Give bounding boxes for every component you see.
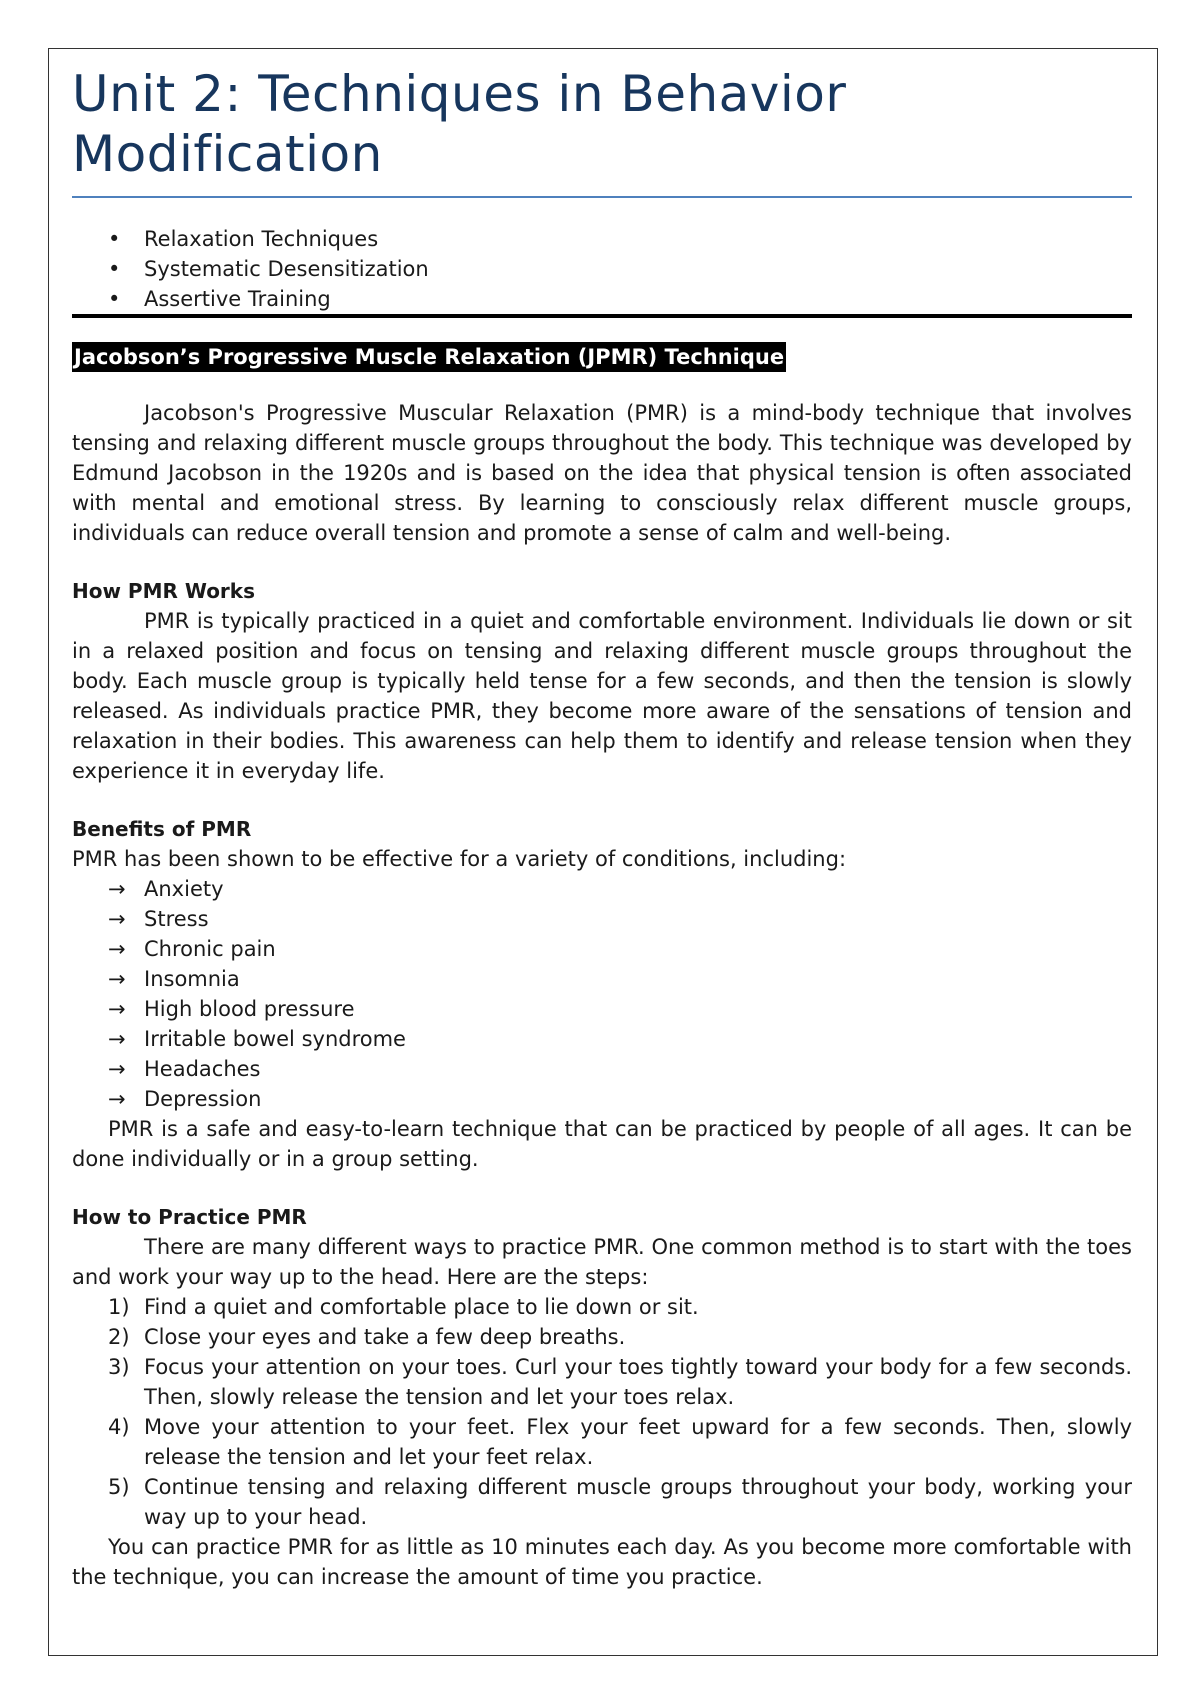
arrow-icon: → — [108, 967, 126, 991]
step-item: 1) Find a quiet and comfortable place to lie down or sit. — [108, 1295, 699, 1319]
list-item: → Insomnia — [144, 964, 1132, 994]
how-works-paragraph: PMR is typically practiced in a quiet and comfortable environment. Individuals lie down or sit in a relaxed position and focus on tensing and relaxing different muscle groups throughout the body. Each muscle group is typically held tense for a few seconds, and then the tension is slowly released. As individuals practice PMR, they become more aware of the sensations of tension and relaxation in their bodies. This awareness can help them to identify and release tension when they experience it in everyday life. — [72, 609, 1132, 783]
list-item: → Headaches — [144, 1054, 1132, 1084]
topic-item: • Systematic Desensitization — [144, 254, 1132, 284]
page-title: Unit 2: Techniques in Behavior Modification — [72, 65, 847, 183]
arrow-icon: → — [108, 1057, 126, 1081]
step-item: 5) Continue tensing and relaxing different muscle groups throughout your body, working your way up to your head. — [108, 1475, 1132, 1529]
section-heading: Jacobson’s Progressive Muscle Relaxation (JPMR) Technique — [72, 342, 786, 372]
title-underline — [72, 196, 1132, 198]
practice-closing: You can practice PMR for as little as 10 minutes each day. As you become more comfortable with the technique, you can increase the amount of time you practice. — [72, 1535, 1132, 1589]
arrow-icon: → — [108, 937, 126, 961]
benefits-heading: Benefits of PMR — [72, 817, 252, 841]
benefits-closing: PMR is a safe and easy-to-learn technique that can be practiced by people of all ages. It can be done individually or in a group setting. — [72, 1117, 1132, 1171]
arrow-icon: → — [108, 1027, 126, 1051]
list-item: → Depression — [144, 1084, 1132, 1114]
document-body — [72, 64, 1132, 1592]
topic-item: • Assertive Training — [144, 284, 1132, 314]
arrow-icon: → — [108, 1087, 126, 1111]
benefits-list — [72, 874, 1132, 1114]
practice-steps — [72, 1292, 1132, 1532]
section-divider — [72, 314, 1132, 318]
arrow-icon: → — [108, 877, 126, 901]
practice-lead: There are many different ways to practice PMR. One common method is to start with the toes and work your way up to the head. Here are the steps: — [72, 1235, 1132, 1289]
intro-paragraph: Jacobson's Progressive Muscular Relaxation (PMR) is a mind-body technique that involves tensing and relaxing different muscle groups throughout the body. This technique was developed by Edmund Jacobson in the 1920s and is based on the idea that physical tension is often associated with mental and emotional stress. By learning to consciously relax different muscle groups, individuals can reduce overall tension and promote a sense of calm and well-being. — [72, 401, 1132, 545]
arrow-icon: → — [108, 997, 126, 1021]
arrow-icon: → — [108, 907, 126, 931]
step-item: 3) Focus your attention on your toes. Curl your toes tightly toward your body for a few seconds. Then, slowly release the tension and let your toes relax. — [108, 1355, 1132, 1409]
how-works-heading: How PMR Works — [72, 579, 255, 603]
list-item: → High blood pressure — [144, 994, 1132, 1024]
list-item: → Anxiety — [144, 874, 1132, 904]
step-item: 2) Close your eyes and take a few deep breaths. — [108, 1325, 626, 1349]
list-item: → Stress — [144, 904, 1132, 934]
list-item: → Irritable bowel syndrome — [144, 1024, 1132, 1054]
topic-item: • Relaxation Techniques — [144, 224, 1132, 254]
list-item: → Chronic pain — [144, 934, 1132, 964]
practice-heading: How to Practice PMR — [72, 1205, 307, 1229]
step-item: 4) Move your attention to your feet. Flex your feet upward for a few seconds. Then, slowly release the tension and let your feet relax. — [108, 1415, 1132, 1469]
topic-list — [72, 224, 1132, 314]
benefits-lead: PMR has been shown to be effective for a variety of conditions, including: — [72, 847, 847, 871]
